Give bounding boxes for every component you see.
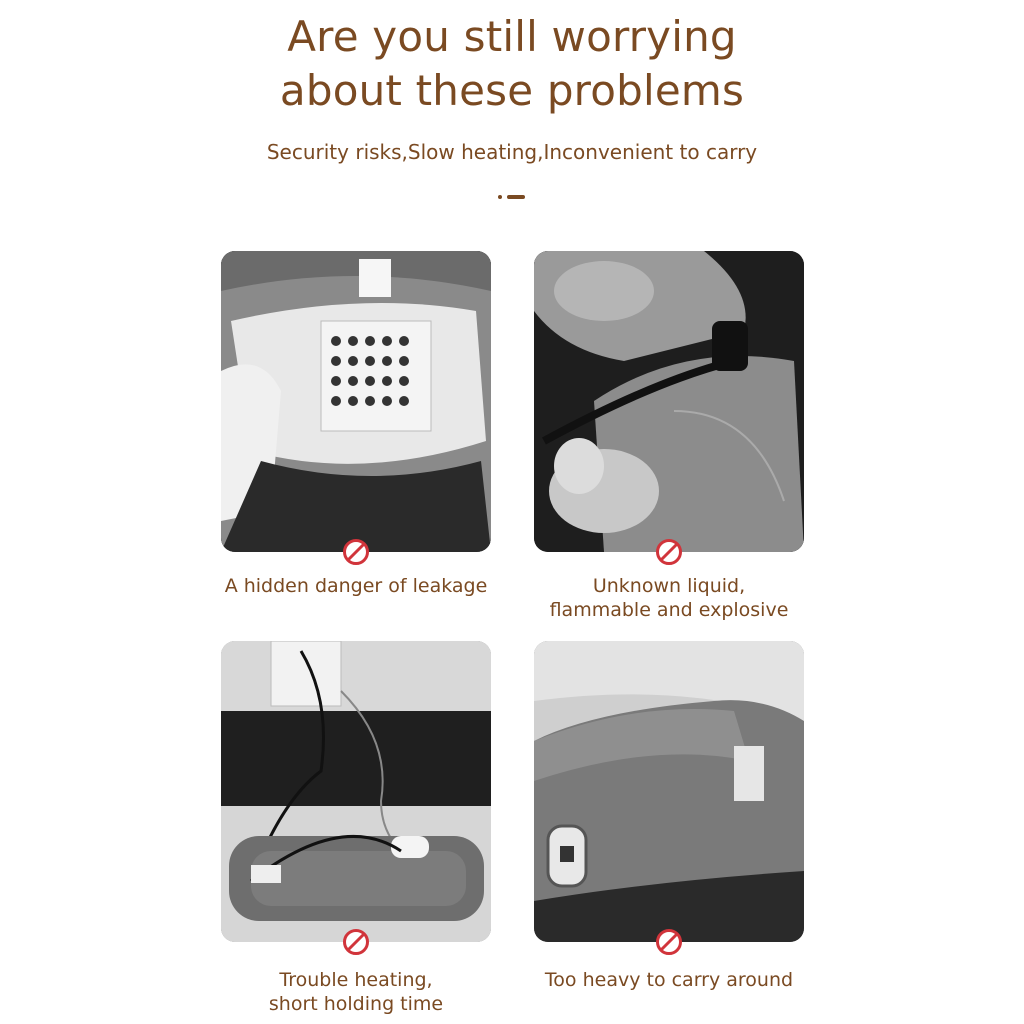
prohibited-icon (342, 538, 370, 566)
prohibited-icon (342, 928, 370, 956)
caption-leakage: A hidden danger of leakage (224, 575, 488, 597)
page-title (0, 10, 1024, 118)
caption-unknown-liquid: Unknown liquid, flammable and explosive (549, 575, 789, 621)
title-line-1: Are you still worrying (287, 12, 737, 61)
photo-plugged-heater (221, 641, 491, 942)
title-divider (498, 195, 528, 199)
photo-leaking-heater (221, 251, 491, 552)
photo-heavy-heater (534, 641, 804, 942)
title-line-2: about these problems (279, 66, 745, 115)
caption-trouble-heating: Trouble heating, short holding time (268, 969, 444, 1015)
subtitle: Security risks,Slow heating,Inconvenient to carry (266, 140, 758, 164)
prohibited-icon (655, 928, 683, 956)
prohibited-icon (655, 538, 683, 566)
photo-unknown-liquid (534, 251, 804, 552)
caption-too-heavy: Too heavy to carry around (544, 969, 794, 991)
